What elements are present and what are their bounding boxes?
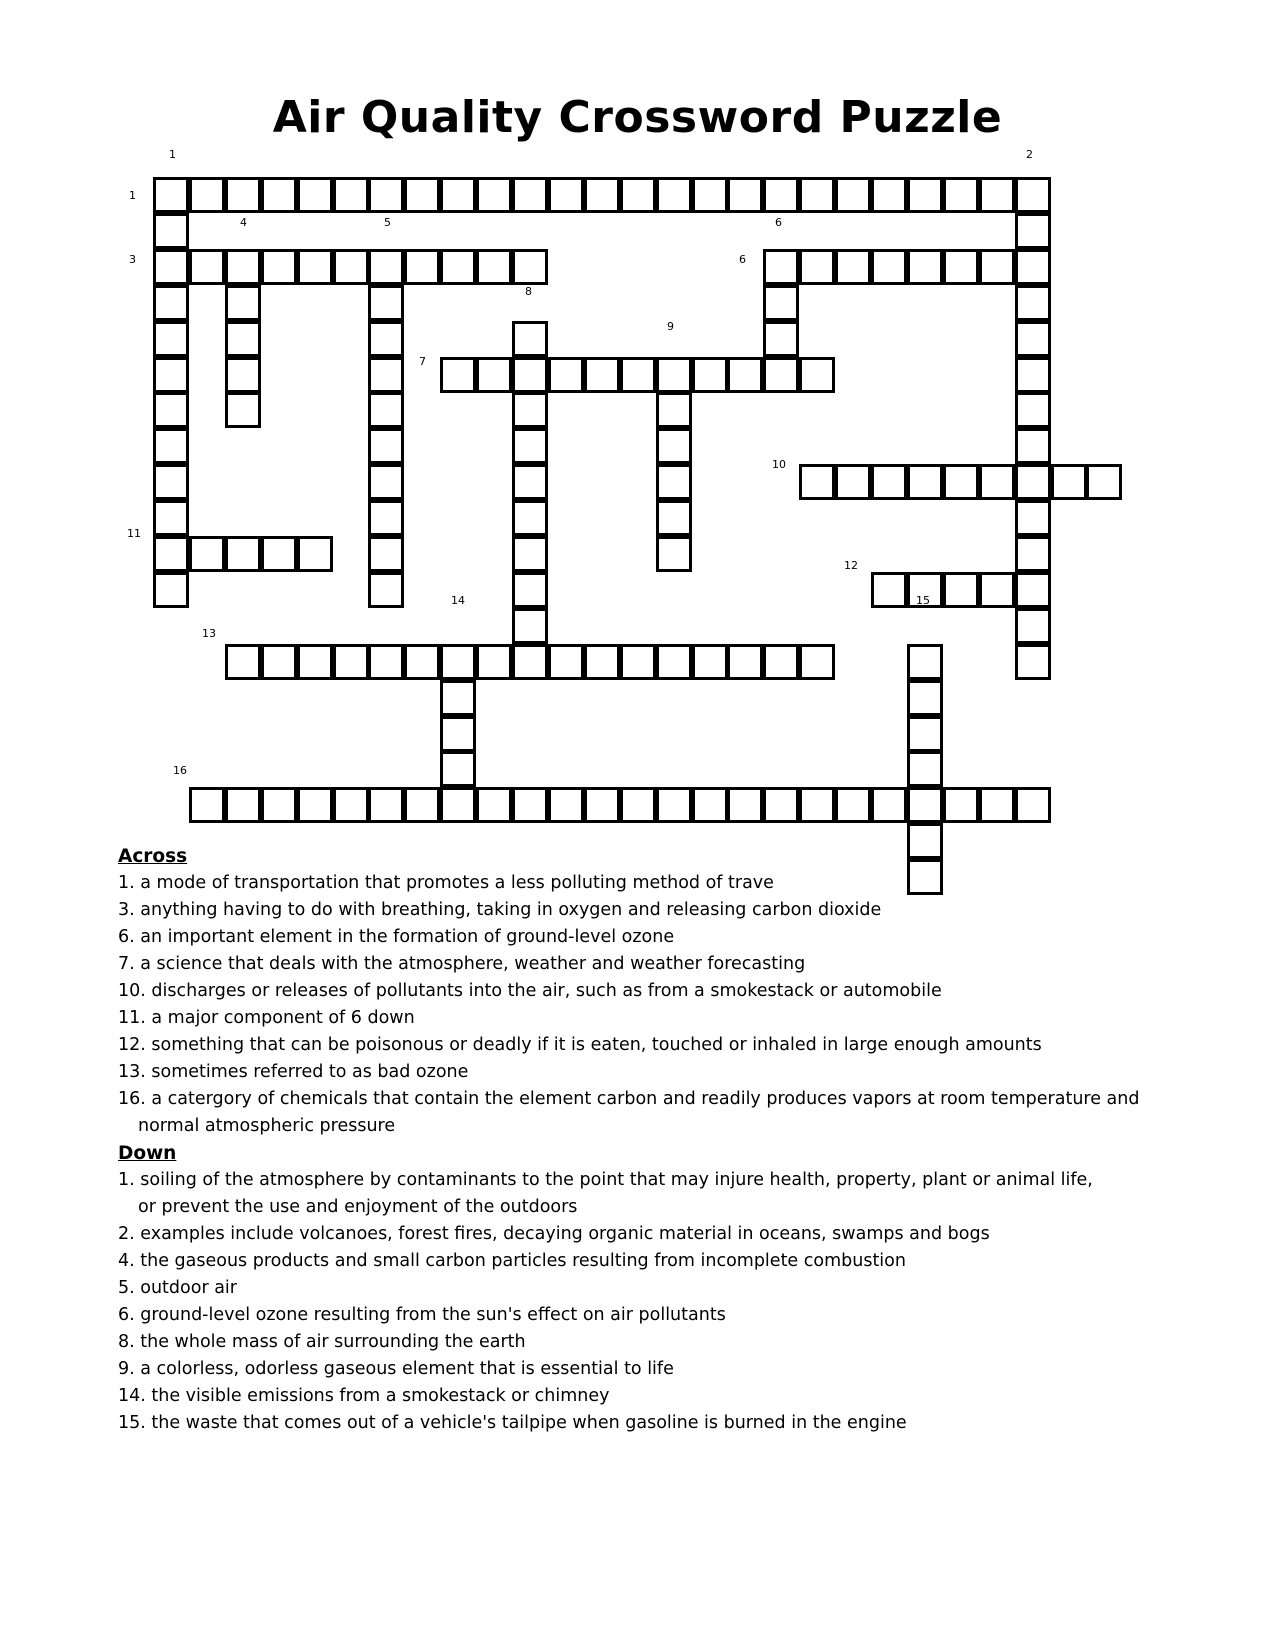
grid-cell[interactable] bbox=[153, 500, 189, 536]
grid-cell[interactable] bbox=[368, 392, 404, 428]
grid-cell[interactable] bbox=[512, 249, 548, 285]
grid-cell[interactable] bbox=[1015, 177, 1051, 213]
grid-cell[interactable] bbox=[584, 177, 620, 213]
grid-cell[interactable] bbox=[943, 464, 979, 500]
grid-cell[interactable] bbox=[440, 751, 476, 787]
grid-cell[interactable] bbox=[368, 536, 404, 572]
grid-cell[interactable] bbox=[404, 787, 440, 823]
grid-cell[interactable] bbox=[871, 787, 907, 823]
grid-cell[interactable] bbox=[656, 428, 692, 464]
down-heading: Down bbox=[118, 1143, 177, 1164]
grid-cell[interactable] bbox=[584, 787, 620, 823]
down-clue: 8. the whole mass of air surrounding the earth bbox=[118, 1332, 526, 1352]
grid-cell[interactable] bbox=[189, 249, 225, 285]
grid-cell[interactable] bbox=[368, 464, 404, 500]
grid-cell[interactable] bbox=[656, 500, 692, 536]
grid-cell[interactable] bbox=[763, 249, 799, 285]
clue-number-2-top: 2 bbox=[1026, 148, 1033, 161]
grid-cell[interactable] bbox=[512, 357, 548, 393]
across-clue-continuation: normal atmospheric pressure bbox=[138, 1116, 396, 1136]
grid-cell[interactable] bbox=[333, 644, 369, 680]
grid-cell[interactable] bbox=[368, 249, 404, 285]
grid-cell[interactable] bbox=[1015, 500, 1051, 536]
grid-cell[interactable] bbox=[512, 428, 548, 464]
grid-cell[interactable] bbox=[368, 644, 404, 680]
grid-cell[interactable] bbox=[1015, 249, 1051, 285]
grid-cell[interactable] bbox=[656, 464, 692, 500]
grid-cell[interactable] bbox=[763, 177, 799, 213]
across-clue: 7. a science that deals with the atmosphere, weather and weather forecasting bbox=[118, 954, 806, 974]
clue-number-5: 5 bbox=[384, 216, 391, 229]
grid-cell[interactable] bbox=[1051, 464, 1087, 500]
across-clue: 16. a catergory of chemicals that contain the element carbon and readily produces vapors at room temperature and bbox=[118, 1089, 1140, 1109]
grid-cell[interactable] bbox=[368, 572, 404, 608]
grid-cell[interactable] bbox=[584, 357, 620, 393]
grid-cell[interactable] bbox=[189, 536, 225, 572]
grid-cell[interactable] bbox=[727, 787, 763, 823]
grid-cell[interactable] bbox=[440, 644, 476, 680]
grid-cell[interactable] bbox=[1015, 357, 1051, 393]
grid-cell[interactable] bbox=[907, 716, 943, 752]
clue-number-9: 9 bbox=[667, 320, 674, 333]
grid-cell[interactable] bbox=[404, 249, 440, 285]
clue-number-1-top: 1 bbox=[169, 148, 176, 161]
grid-cell[interactable] bbox=[727, 357, 763, 393]
grid-cell[interactable] bbox=[153, 536, 189, 572]
grid-cell[interactable] bbox=[943, 249, 979, 285]
grid-cell[interactable] bbox=[368, 321, 404, 357]
grid-cell[interactable] bbox=[1015, 536, 1051, 572]
grid-cell[interactable] bbox=[907, 644, 943, 680]
across-clue: 3. anything having to do with breathing, taking in oxygen and releasing carbon dioxide bbox=[118, 900, 882, 920]
down-clue: 6. ground-level ozone resulting from the sun's effect on air pollutants bbox=[118, 1305, 726, 1325]
grid-cell[interactable] bbox=[620, 177, 656, 213]
grid-cell[interactable] bbox=[1015, 213, 1051, 249]
grid-cell[interactable] bbox=[333, 177, 369, 213]
grid-cell[interactable] bbox=[261, 644, 297, 680]
clue-number-13: 13 bbox=[202, 627, 216, 640]
grid-cell[interactable] bbox=[1015, 285, 1051, 321]
grid-cell[interactable] bbox=[153, 464, 189, 500]
grid-cell[interactable] bbox=[1015, 464, 1051, 500]
grid-cell[interactable] bbox=[153, 392, 189, 428]
grid-cell[interactable] bbox=[297, 536, 333, 572]
grid-cell[interactable] bbox=[548, 787, 584, 823]
grid-cell[interactable] bbox=[835, 177, 871, 213]
grid-cell[interactable] bbox=[404, 177, 440, 213]
down-clue: 2. examples include volcanoes, forest fires, decaying organic material in oceans, swamps and bogs bbox=[118, 1224, 990, 1244]
grid-cell[interactable] bbox=[440, 680, 476, 716]
grid-cell[interactable] bbox=[763, 357, 799, 393]
grid-cell[interactable] bbox=[512, 177, 548, 213]
grid-cell[interactable] bbox=[979, 572, 1015, 608]
grid-cell[interactable] bbox=[261, 249, 297, 285]
grid-cell[interactable] bbox=[727, 177, 763, 213]
grid-cell[interactable] bbox=[871, 572, 907, 608]
grid-cell[interactable] bbox=[979, 464, 1015, 500]
grid-cell[interactable] bbox=[368, 177, 404, 213]
grid-cell[interactable] bbox=[656, 177, 692, 213]
grid-cell[interactable] bbox=[1015, 428, 1051, 464]
grid-cell[interactable] bbox=[907, 751, 943, 787]
grid-cell[interactable] bbox=[656, 536, 692, 572]
grid-cell[interactable] bbox=[512, 572, 548, 608]
clue-number-6-top: 6 bbox=[775, 216, 782, 229]
grid-cell[interactable] bbox=[907, 464, 943, 500]
grid-cell[interactable] bbox=[225, 285, 261, 321]
grid-cell[interactable] bbox=[943, 787, 979, 823]
grid-cell[interactable] bbox=[512, 644, 548, 680]
across-clue: 1. a mode of transportation that promotes a less polluting method of trave bbox=[118, 873, 774, 893]
grid-cell[interactable] bbox=[440, 787, 476, 823]
down-clue: 15. the waste that comes out of a vehicle's tailpipe when gasoline is burned in the engine bbox=[118, 1413, 907, 1433]
across-clue-list bbox=[118, 870, 1178, 1140]
grid-cell[interactable] bbox=[368, 285, 404, 321]
grid-cell[interactable] bbox=[692, 357, 728, 393]
across-clue: 6. an important element in the formation of ground-level ozone bbox=[118, 927, 675, 947]
clue-number-8: 8 bbox=[525, 285, 532, 298]
grid-cell[interactable] bbox=[943, 572, 979, 608]
down-clue-continuation: or prevent the use and enjoyment of the outdoors bbox=[138, 1197, 578, 1217]
grid-cell[interactable] bbox=[548, 357, 584, 393]
grid-cell[interactable] bbox=[225, 392, 261, 428]
clue-number-7: 7 bbox=[419, 355, 426, 368]
grid-cell[interactable] bbox=[476, 177, 512, 213]
grid-cell[interactable] bbox=[297, 249, 333, 285]
grid-cell[interactable] bbox=[476, 644, 512, 680]
grid-cell[interactable] bbox=[476, 357, 512, 393]
across-clue: 11. a major component of 6 down bbox=[118, 1008, 415, 1028]
grid-cell[interactable] bbox=[620, 357, 656, 393]
grid-cell[interactable] bbox=[692, 177, 728, 213]
grid-cell[interactable] bbox=[584, 644, 620, 680]
grid-cell[interactable] bbox=[440, 357, 476, 393]
grid-cell[interactable] bbox=[979, 787, 1015, 823]
grid-cell[interactable] bbox=[512, 787, 548, 823]
puzzle-title: Air Quality Crossword Puzzle bbox=[272, 92, 1003, 143]
grid-cell[interactable] bbox=[297, 644, 333, 680]
clue-number-4: 4 bbox=[240, 216, 247, 229]
grid-cell[interactable] bbox=[512, 608, 548, 644]
grid-cell[interactable] bbox=[1015, 644, 1051, 680]
grid-cell[interactable] bbox=[1015, 321, 1051, 357]
grid-cell[interactable] bbox=[476, 787, 512, 823]
grid-cell[interactable] bbox=[548, 177, 584, 213]
grid-cell[interactable] bbox=[979, 177, 1015, 213]
grid-cell[interactable] bbox=[907, 177, 943, 213]
grid-cell[interactable] bbox=[368, 787, 404, 823]
grid-cell[interactable] bbox=[1015, 787, 1051, 823]
grid-cell[interactable] bbox=[225, 249, 261, 285]
grid-cell[interactable] bbox=[1015, 572, 1051, 608]
grid-cell[interactable] bbox=[368, 357, 404, 393]
grid-cell[interactable] bbox=[799, 249, 835, 285]
grid-cell[interactable] bbox=[656, 392, 692, 428]
grid-cell[interactable] bbox=[763, 787, 799, 823]
grid-cell[interactable] bbox=[907, 249, 943, 285]
clue-number-1-left: 1 bbox=[129, 189, 136, 202]
grid-cell[interactable] bbox=[871, 464, 907, 500]
grid-cell[interactable] bbox=[835, 464, 871, 500]
grid-cell[interactable] bbox=[763, 644, 799, 680]
clue-number-6-left: 6 bbox=[739, 253, 746, 266]
grid-cell[interactable] bbox=[153, 428, 189, 464]
grid-cell[interactable] bbox=[225, 787, 261, 823]
grid-cell[interactable] bbox=[835, 787, 871, 823]
grid-cell[interactable] bbox=[440, 249, 476, 285]
across-clue: 12. something that can be poisonous or deadly if it is eaten, touched or inhaled in large enough amounts bbox=[118, 1035, 1042, 1055]
grid-cell[interactable] bbox=[799, 644, 835, 680]
grid-cell[interactable] bbox=[692, 787, 728, 823]
grid-cell[interactable] bbox=[225, 536, 261, 572]
grid-cell[interactable] bbox=[1015, 392, 1051, 428]
grid-cell[interactable] bbox=[799, 464, 835, 500]
grid-cell[interactable] bbox=[656, 357, 692, 393]
grid-cell[interactable] bbox=[225, 321, 261, 357]
grid-cell[interactable] bbox=[907, 680, 943, 716]
grid-cell[interactable] bbox=[871, 249, 907, 285]
grid-cell[interactable] bbox=[333, 787, 369, 823]
grid-cell[interactable] bbox=[476, 249, 512, 285]
grid-cell[interactable] bbox=[261, 536, 297, 572]
grid-cell[interactable] bbox=[440, 177, 476, 213]
grid-cell[interactable] bbox=[763, 285, 799, 321]
grid-cell[interactable] bbox=[512, 464, 548, 500]
grid-cell[interactable] bbox=[297, 177, 333, 213]
down-clue-list bbox=[118, 1167, 1178, 1437]
grid-cell[interactable] bbox=[799, 357, 835, 393]
clue-number-12: 12 bbox=[844, 559, 858, 572]
grid-cell[interactable] bbox=[153, 285, 189, 321]
grid-cell[interactable] bbox=[620, 787, 656, 823]
grid-cell[interactable] bbox=[189, 177, 225, 213]
clue-number-10: 10 bbox=[772, 458, 786, 471]
down-clue: 14. the visible emissions from a smokestack or chimney bbox=[118, 1386, 610, 1406]
clue-number-3: 3 bbox=[129, 253, 136, 266]
down-clue: 5. outdoor air bbox=[118, 1278, 237, 1298]
grid-cell[interactable] bbox=[261, 177, 297, 213]
grid-cell[interactable] bbox=[153, 177, 189, 213]
grid-cell[interactable] bbox=[512, 392, 548, 428]
grid-cell[interactable] bbox=[153, 572, 189, 608]
grid-cell[interactable] bbox=[620, 644, 656, 680]
clue-number-14: 14 bbox=[451, 594, 465, 607]
grid-cell[interactable] bbox=[763, 321, 799, 357]
grid-cell[interactable] bbox=[153, 357, 189, 393]
grid-cell[interactable] bbox=[907, 787, 943, 823]
grid-cell[interactable] bbox=[727, 644, 763, 680]
grid-cell[interactable] bbox=[512, 321, 548, 357]
grid-cell[interactable] bbox=[225, 177, 261, 213]
clue-number-15: 15 bbox=[916, 594, 930, 607]
grid-cell[interactable] bbox=[979, 249, 1015, 285]
clue-number-16: 16 bbox=[173, 764, 187, 777]
down-clue: 4. the gaseous products and small carbon particles resulting from incomplete combustion bbox=[118, 1251, 906, 1271]
grid-cell[interactable] bbox=[225, 357, 261, 393]
down-clue: 9. a colorless, odorless gaseous element that is essential to life bbox=[118, 1359, 674, 1379]
grid-cell[interactable] bbox=[440, 716, 476, 752]
grid-cell[interactable] bbox=[656, 787, 692, 823]
grid-cell[interactable] bbox=[548, 644, 584, 680]
grid-cell[interactable] bbox=[512, 536, 548, 572]
grid-cell[interactable] bbox=[656, 644, 692, 680]
across-heading: Across bbox=[118, 846, 188, 867]
grid-cell[interactable] bbox=[692, 644, 728, 680]
grid-cell[interactable] bbox=[799, 177, 835, 213]
grid-cell[interactable] bbox=[943, 177, 979, 213]
grid-cell[interactable] bbox=[1086, 464, 1122, 500]
grid-cell[interactable] bbox=[225, 644, 261, 680]
grid-cell[interactable] bbox=[261, 787, 297, 823]
grid-cell[interactable] bbox=[153, 249, 189, 285]
across-clue: 10. discharges or releases of pollutants into the air, such as from a smokestack or automobile bbox=[118, 981, 942, 1001]
grid-cell[interactable] bbox=[368, 428, 404, 464]
down-clue: 1. soiling of the atmosphere by contaminants to the point that may injure health, property, plant or animal life, bbox=[118, 1170, 1093, 1190]
clue-number-11: 11 bbox=[127, 527, 141, 540]
clues-section bbox=[118, 843, 1178, 1437]
grid-cell[interactable] bbox=[189, 787, 225, 823]
grid-cell[interactable] bbox=[835, 249, 871, 285]
grid-cell[interactable] bbox=[333, 249, 369, 285]
grid-cell[interactable] bbox=[799, 787, 835, 823]
grid-cell[interactable] bbox=[404, 644, 440, 680]
grid-cell[interactable] bbox=[512, 500, 548, 536]
grid-cell[interactable] bbox=[297, 787, 333, 823]
grid-cell[interactable] bbox=[153, 321, 189, 357]
grid-cell[interactable] bbox=[153, 213, 189, 249]
across-clue: 13. sometimes referred to as bad ozone bbox=[118, 1062, 469, 1082]
grid-cell[interactable] bbox=[1015, 608, 1051, 644]
grid-cell[interactable] bbox=[871, 177, 907, 213]
grid-cell[interactable] bbox=[368, 500, 404, 536]
